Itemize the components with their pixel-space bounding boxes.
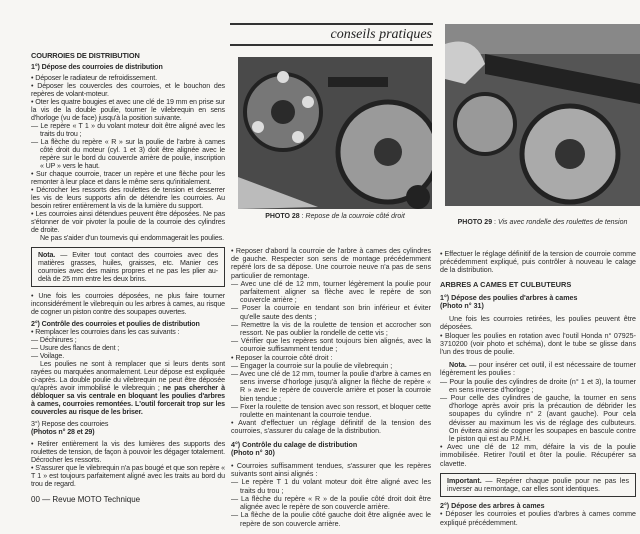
nota-box: [31, 247, 225, 287]
important-label: Important.: [447, 476, 482, 485]
paragraph: • Reposer d'abord la courroie de l'arbre à cames des cylindres de gauche. Respecter son sens de montage précédemment repéré lors de sa dépose. Une courroie neuve n'a pas de sens particulier de remontage.: [231, 247, 431, 280]
important-text: — Repérer chaque poulie pour ne pas les inverser au remontage, car elles sont identiques.: [447, 476, 629, 494]
paragraph: • Reposer la courroie côté droit :: [231, 353, 333, 362]
paragraph: [31, 360, 225, 416]
paragraph: • Sur chaque courroie, tracer un repère et une flèche pour les remonter à leur place et dans le même sens qu'initialement.: [31, 170, 225, 186]
subheading-photo-ref: (Photo n° 31): [440, 302, 484, 311]
header-rule-top: [230, 23, 433, 25]
list-item: — Fixer la roulette de tension avec son ressort, et bloquer cette roulette en maintenant la courroie tendue.: [231, 402, 431, 420]
nota-paragraph: [440, 361, 636, 377]
paragraph: • Les courroies ainsi détendues peuvent être déposées. Ne pas s'étonner de voir pivoter la poulie de la courroie des cylindres de droite.: [31, 210, 225, 234]
photo-29-caption: PHOTO 29 : Vis avec rondelle des roulettes de tension: [457, 219, 628, 226]
paragraph: • Décrocher les ressorts des roulettes de tension et desserrer les vis de leurs supports afin de détendre les courroies. Au besoin retirer entièrement la vis de la lumière du support.: [31, 186, 225, 210]
subheading-depose-arbres: 2°) Dépose des arbres à cames: [440, 502, 545, 511]
list-item: — Pour celle des cylindres de gauche, la tourner en sens d'horloge après avoir pris la précaution de débrider les soupapes du cylindre n° 2 (avant gauche). Pour cela dévisser au maximum les vis de réglage des culbuteurs. On évitera ainsi de cogner les soupapes en bascule contre le piston qui est au P.M.H.: [440, 394, 636, 444]
subheading-depose: 1°) Dépose des courroies de distribution: [31, 63, 163, 71]
list-item: — Déchirures ;: [31, 336, 77, 344]
section-title: conseils pratiques: [330, 27, 432, 42]
tension-roller-image: [445, 24, 640, 206]
paragraph-bold-text: ne pas chercher à débloquer sa vis centrale en bloquant les poulies d'arbres à cames, courroies remontées. L'outil forcerait trop sur les couvercles au risque de les briser.: [31, 384, 225, 416]
header-rule-bottom: [230, 44, 433, 46]
photo-caption-text: Repose de la courroie côté droit: [305, 213, 405, 220]
paragraph: • Déposer le radiateur de refroidissement.: [31, 74, 157, 82]
paragraph: • Bloquer les poulies en rotation avec l'outil Honda n° 07925-3710200 (voir photo et schéma), dont le tube se glisse dans l'un des trous de poulie.: [440, 331, 636, 357]
list-item: — Avec une clé de 12 mm, tourner légèrement la poulie pour parfaitement aligner sa flèche avec le repère de son couvercle arrière ;: [231, 279, 431, 305]
list-item: — Avec une clé de 12 mm, tourner la poulie d'arbre à cames en sens inverse d'horloge jusqu'à aligner la flèche de repère « R » avec le repère de couvercle arrière et poser la courroie bien tendue ;: [231, 370, 431, 403]
list-item: — Poser la courroie en tendant son brin inférieur et éviter qu'elle saute des dents ;: [231, 304, 431, 321]
list-item: — Le repère T 1 du volant moteur doit être aligné avec les traits du trou ;: [231, 478, 431, 495]
nota-label: Nota.: [38, 251, 56, 259]
list-item: — Vérifier que les repères sont toujours bien alignés, avec la courroie suffisamment tendue ;: [231, 337, 431, 354]
left-column: [31, 50, 225, 488]
photo-28-caption: PHOTO 28 : Repose de la courroie côté droit: [265, 213, 405, 220]
photo-28: [238, 57, 432, 209]
photo-number: PHOTO 29: [457, 219, 493, 226]
paragraph: • Avant d'effectuer un réglage définitif de la tension des courroies, s'assurer du calage de la distribution.: [231, 419, 431, 436]
paragraph-text: Les poulies ne sont à remplacer que si leurs dents sont rayées ou marquées anormalement. Leur dépose est expliquée ci-après. La double poulie du vilebrequin ne peut être déposée qu'après avoir immobilisé le vilebrequin ;: [31, 360, 225, 392]
paragraph: • Déposer les courroies et poulies d'arbres à cames comme expliqué précédemment.: [440, 510, 636, 527]
page-footer: 00 — Revue MOTO Technique: [31, 494, 143, 506]
heading-courroies: COURROIES DE DISTRIBUTION: [31, 51, 140, 60]
paragraph: • Une fois les courroies déposées, ne plus faire tourner inconsidérément le vilebrequin ou les arbres à cames, au risque de cogner un piston contre des soupapes ouvertes.: [31, 292, 225, 316]
list-item: — La flèche du repère « R » de la poulie côté droit doit être alignée avec le repère de son couvercle arrière.: [231, 494, 431, 512]
paragraph: Ne pas s'aider d'un tournevis qui endommagerait les poulies.: [40, 234, 224, 242]
nota-text: — Eviter tout contact des courroies avec des matières grasses, huiles, graisses, etc. Manier ces courroies avec des mains propres et ne pas les plier au-delà de 25 mm entre les deux brins.: [38, 251, 218, 283]
nota-label: Nota.: [449, 361, 467, 370]
paragraph: • Remplacer les courroies dans les cas suivants :: [31, 328, 180, 336]
subheading-photo-ref: (Photo n° 30): [231, 448, 275, 457]
photo-caption-text: Vis avec rondelle des roulettes de tension: [497, 219, 628, 226]
subheading-photos-ref: (Photos n° 28 et 29): [31, 428, 95, 436]
paragraph: • Effectuer le réglage définitif de la tension de courroie comme précédemment expliqué, puis contrôler à nouveau le calage de la distribution.: [440, 250, 636, 275]
paragraph: • S'assurer que le vilebrequin n'a pas bougé et que son repère « T 1 » est toujours parfaitement aligné avec les traits au bord du trou de regard.: [31, 464, 225, 488]
nota-text: — pour insérer cet outil, il est nécessaire de tourner légèrement les poulies :: [440, 361, 636, 378]
list-item: — La flèche du repère « R » sur la poulie de l'arbre à cames côté droit du moteur (cyl. 1 et 3) doit être alignée avec le repère sur le bord du couvercle arrière de poulie, inscription « UP » vers le haut.: [31, 138, 225, 170]
right-column: [440, 250, 636, 527]
subheading-depose-poulies: 1°) Dépose des poulies d'arbres à cames: [440, 293, 578, 302]
paragraph: • Avec une clé de 12 mm, défaire la vis de la poulie immobilisée. Retirer l'outil et ôter la poulie. Récupérer sa clavette.: [440, 443, 636, 468]
list-item: — Usure des flancs de dent ;: [31, 344, 120, 352]
engine-pulley-image: [238, 57, 432, 209]
middle-column: [231, 247, 431, 528]
important-box: [440, 473, 636, 497]
list-item: — Engager la courroie sur la poulie de vilebrequin ;: [231, 361, 393, 370]
paragraph: • Retirer entièrement la vis des lumières des supports des roulettes de tension, de façon à pouvoir les dégager totalement. Décrocher les ressorts.: [31, 440, 225, 464]
list-item: — Le repère « T 1 » du volant moteur doit être aligné avec les traits du trou ;: [31, 122, 225, 138]
list-item: — Pour la poulie des cylindres de droite (n° 1 et 3), la tourner en sens inverse d'horloge ;: [440, 377, 636, 394]
subheading-controle: 2°) Contrôle des courroies et poulies de distribution: [31, 320, 200, 328]
paragraph: • Courroies suffisamment tendues, s'assurer que les repères suivants sont ainsi alignés :: [231, 462, 431, 479]
paragraph: • Oter les quatre bougies et avec une clé de 19 mm en prise sur la vis de la double poulie, tourner le vilebrequin en sens d'horloge (vu de face) jusqu'à la position suivante.: [31, 98, 225, 122]
paragraph: Une fois les courroies retirées, les poulies peuvent être déposées.: [440, 315, 636, 332]
list-item: — Remettre la vis de la roulette de tension et accrocher son ressort. Ne pas oublier la rondelle de cette vis ;: [231, 320, 431, 338]
subheading-repose: 3°) Repose des courroies: [31, 420, 109, 428]
list-item: — Voilage.: [31, 352, 65, 360]
photo-29: [445, 24, 640, 206]
heading-arbres: ARBRES A CAMES ET CULBUTEURS: [440, 279, 572, 289]
list-item: — La flèche de la poulie côté gauche doit être alignée avec le repère de son couvercle arrière.: [231, 511, 431, 528]
paragraph: • Déposer les couvercles des courroies, et le bouchon des repères de volant-moteur.: [31, 82, 225, 98]
photo-number: PHOTO 28: [265, 213, 300, 220]
subheading-calage: 4°) Contrôle du calage de distribution: [231, 440, 358, 449]
